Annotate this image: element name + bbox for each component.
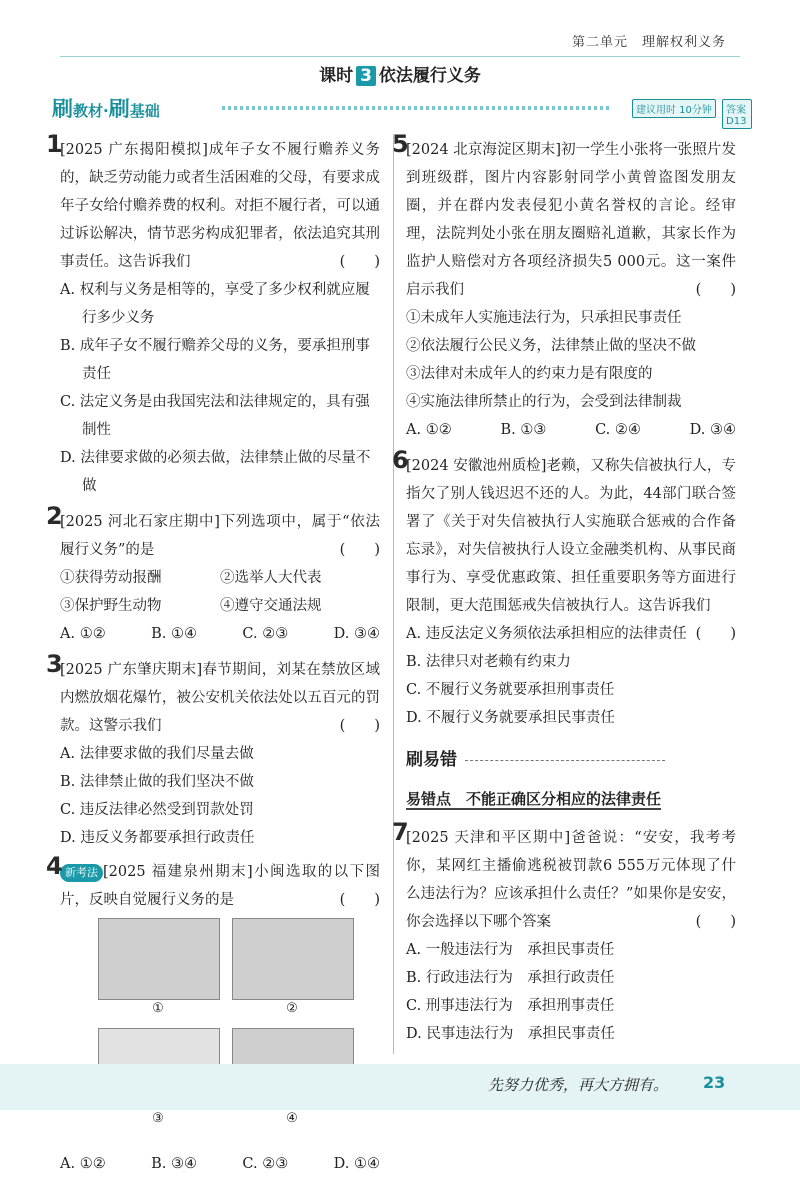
dotted-divider (465, 760, 665, 762)
column-divider (393, 134, 394, 1054)
question-stem: [2025 天津和平区期中]爸爸说：“安安，我考考你，某网红主播偷逃税被罚款6 555万元体现了什么违法行为？应该承担什么责任？”如果你是安安，你会选择以下哪个答案 (406, 830, 736, 930)
brand-label (52, 93, 160, 123)
question-2 (46, 502, 380, 648)
answer-blank: ( ) (695, 914, 736, 930)
question-stem: [2025 广东揭阳模拟]成年子女不履行赡养义务的，缺乏劳动能力或者生活困难的父母，有要求成年子女给付赡养费的权利。对拒不履行者，可以通过诉讼解决，情节恶劣构成犯罪者，依法追究其刑事责任。这告诉我们 (60, 142, 380, 270)
question-stem: [2025 河北石家庄期中]下列选项中，属于“依法履行义务”的是 (60, 514, 380, 558)
option-b[interactable]: B. 法律只对老赖有约束力 (406, 654, 571, 670)
picture-caption: ② (286, 1001, 298, 1016)
option-d[interactable]: D. ③④ (689, 422, 736, 438)
answer-blank: ( ) (695, 282, 736, 298)
option-d[interactable]: D. 民事违法行为 承担民事责任 (406, 1026, 615, 1042)
statement-2: ②依法履行公民义务，法律禁止做的坚决不做 (406, 338, 696, 354)
question-number: 7 (392, 818, 409, 846)
option-c[interactable]: C. ②④ (595, 422, 641, 438)
option-a[interactable]: A. ①② (60, 626, 106, 642)
option-d[interactable]: D. 不履行义务就要承担民事责任 (406, 710, 615, 726)
question-1 (46, 130, 380, 500)
answer-blank: ( ) (339, 718, 380, 734)
answer-blank: ( ) (339, 542, 380, 558)
statement-4: ④遵守交通法规 (220, 598, 322, 614)
suggested-time-tag: 建议用时 10分钟 (632, 99, 716, 118)
option-b[interactable]: B. ①③ (500, 422, 547, 438)
answer-blank: ( ) (339, 892, 380, 908)
error-point (406, 785, 736, 814)
brand-char-1: 刷 (52, 97, 73, 121)
option-c[interactable]: C. ②③ (242, 1156, 289, 1172)
question-6 (392, 446, 736, 732)
footer-motto: 先努力优秀，再大方拥有。 (488, 1076, 669, 1094)
statement-3: ③法律对未成年人的约束力是有限度的 (406, 366, 653, 382)
section-title: 刷易错 (406, 750, 457, 770)
answer-blank: ( ) (339, 254, 380, 270)
option-d[interactable]: D. 法律要求做的必须去做，法律禁止做的尽量不做 (60, 450, 371, 494)
question-number: 5 (392, 130, 409, 158)
title-text: 依法履行义务 (378, 66, 481, 86)
option-c[interactable]: C. 不履行义务就要承担刑事责任 (406, 682, 615, 698)
question-number: 1 (46, 130, 63, 158)
option-b[interactable]: B. ③④ (151, 1156, 197, 1172)
statement-4: ④实施法律所禁止的行为，会受到法律制裁 (406, 394, 682, 410)
question-number: 6 (392, 446, 409, 474)
option-a[interactable]: A. ①② (60, 1156, 106, 1172)
option-d[interactable]: D. 违反义务都要承担行政责任 (60, 830, 255, 846)
lesson-title (0, 61, 800, 86)
option-b[interactable]: B. 行政违法行为 承担行政责任 (406, 970, 615, 986)
option-c[interactable]: C. 违反法律必然受到罚款处罚 (60, 802, 254, 818)
lesson-number-badge: 3 (356, 66, 376, 86)
option-b[interactable]: B. 成年子女不履行赡养父母的义务，要承担刑事责任 (60, 338, 370, 382)
question-3 (46, 650, 380, 852)
question-stem: [2024 北京海淀区期末]初一学生小张将一张照片发到班级群，图片内容影射同学小黄曾盗图发朋友圈，并在群内发表侵犯小黄名誉权的言论。经审理，法院判处小张在朋友圈赔礼道歉，其家长作为监护人赔偿对方各项经济损失5 000元。这一案件启示我们 (406, 142, 736, 298)
answer-page-tag: 答案 D13 (722, 99, 752, 129)
section-banner (52, 93, 752, 127)
question-number: 2 (46, 502, 63, 530)
question-number: 3 (46, 650, 63, 678)
brand-char-2: 刷 (108, 97, 130, 121)
statement-2: ②选举人大代表 (220, 570, 322, 586)
option-d[interactable]: D. ①④ (333, 1156, 380, 1172)
question-stem: [2025 广东肇庆期末]春节期间，刘某在禁放区域内燃放烟花爆竹，被公安机关依法处以五百元的罚款。这警示我们 (60, 662, 380, 734)
option-c[interactable]: C. ②③ (242, 626, 289, 642)
dotted-divider (222, 106, 612, 110)
option-a[interactable]: A. 违反法定义务须依法承担相应的法律责任 (406, 626, 687, 642)
option-a[interactable]: A. 一般违法行为 承担民事责任 (406, 942, 615, 958)
brand-word-2: 基础 (129, 102, 160, 120)
option-b[interactable]: B. 法律禁止做的我们坚决不做 (60, 774, 254, 790)
statement-3: ③保护野生动物 (60, 598, 162, 614)
error-point-label: 易错点 不能正确区分相应的法律责任 (406, 790, 662, 808)
statement-1: ①获得劳动报酬 (60, 570, 162, 586)
brand-separator: · (103, 102, 109, 120)
new-format-badge: 新考法 (60, 864, 103, 882)
statement-1: ①未成年人实施违法行为，只承担民事责任 (406, 310, 682, 326)
picture-caption: ① (152, 1001, 164, 1016)
unit-header: 第二单元 理解权利义务 (572, 35, 727, 50)
page-footer (0, 1064, 800, 1110)
error-section-header (406, 746, 736, 775)
option-a[interactable]: A. ①② (406, 422, 452, 438)
picture-grid (60, 918, 380, 1150)
picture-caption: ③ (152, 1111, 164, 1126)
option-d[interactable]: D. ③④ (333, 626, 380, 642)
picture-caption: ④ (286, 1111, 298, 1126)
picture-elders (232, 918, 354, 1000)
option-b[interactable]: B. ①④ (151, 626, 197, 642)
left-column (46, 130, 380, 1178)
question-4 (46, 852, 380, 1178)
question-5 (392, 130, 736, 444)
question-stem: [2024 安徽池州质检]老赖，又称失信被执行人，专指欠了别人钱迟迟不还的人。为此，44部门联合签署了《关于对失信被执行人实施联合惩戒的合作备忘录》，对失信被执行人设立金融类机构、从事民商事行为、享受优惠政策、担任重要职务等方面进行限制，更大范围惩戒失信被执行人。这告诉我们 (406, 458, 736, 614)
option-c[interactable]: C. 刑事违法行为 承担刑事责任 (406, 998, 615, 1014)
title-prefix: 课时 (319, 66, 354, 86)
question-number: 4 (46, 852, 63, 880)
answer-blank: ( ) (695, 626, 736, 642)
option-c[interactable]: C. 法定义务是由我国宪法和法律规定的，具有强制性 (60, 394, 370, 438)
option-a[interactable]: A. 权利与义务是相等的，享受了多少权利就应履行多少义务 (60, 282, 370, 326)
header-rule (60, 56, 740, 57)
page-number: 23 (703, 1073, 726, 1092)
brand-word-1: 教材 (73, 102, 104, 120)
option-a[interactable]: A. 法律要求做的我们尽量去做 (60, 746, 254, 762)
question-stem: [2025 福建泉州期末]小闽选取的以下图片，反映自觉履行义务的是 (60, 864, 380, 908)
question-7 (392, 818, 736, 1048)
picture-election (98, 918, 220, 1000)
right-column (392, 130, 736, 1048)
